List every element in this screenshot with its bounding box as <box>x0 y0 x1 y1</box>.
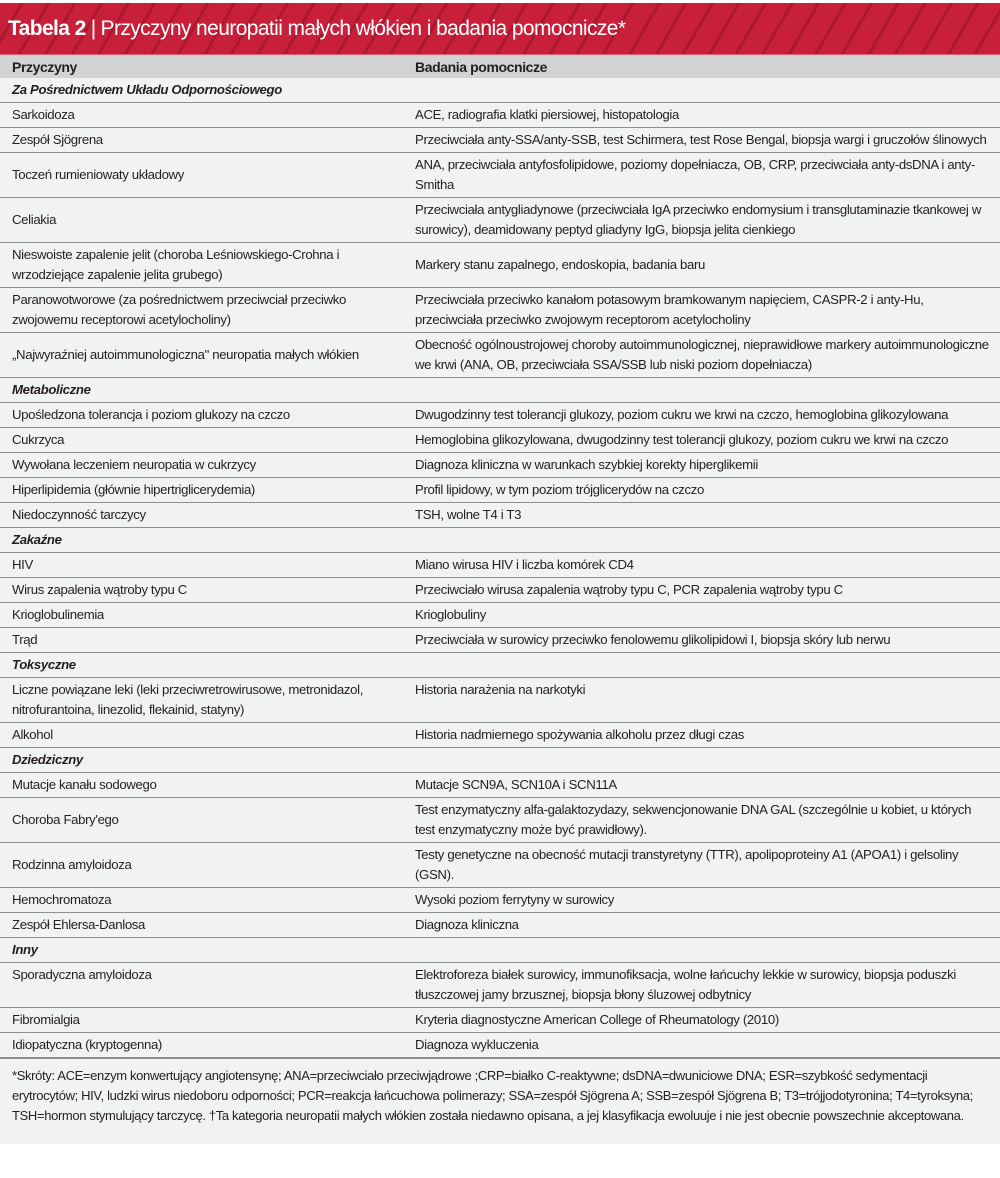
cause-cell: Toczeń rumieniowaty układowy <box>0 153 413 198</box>
tests-cell: Obecność ogólnoustrojowej choroby autoimmunologicznej, nieprawidłowe markery autoimmunologiczne we krwi (ANA, OB, przeciwciała SSA/SSB lub niski poziom dopełniacza) <box>413 333 1000 378</box>
cause-cell: Idiopatyczna (kryptogenna) <box>0 1033 413 1058</box>
category-row <box>0 378 1000 403</box>
cause-cell: Niedoczynność tarczycy <box>0 503 413 528</box>
cause-cell: Alkohol <box>0 723 413 748</box>
category-row <box>0 748 1000 773</box>
table-row <box>0 628 1000 653</box>
table-row <box>0 128 1000 153</box>
cause-cell: Rodzinna amyloidoza <box>0 843 413 888</box>
category-label: Za Pośrednictwem Układu Odpornościowego <box>0 78 1000 103</box>
cause-cell: Celiakia <box>0 198 413 243</box>
tests-cell: Przeciwciała antygliadynowe (przeciwciała IgA przeciwko endomysium i transglutaminazie tkankowej w surowicy), deamidowany peptyd gliadyny IgG, biopsja jelita cienkiego <box>413 198 1000 243</box>
column-header-causes: Przyczyny <box>0 55 413 78</box>
cause-cell: HIV <box>0 553 413 578</box>
table-row <box>0 403 1000 428</box>
tests-cell: Mutacje SCN9A, SCN10A i SCN11A <box>413 773 1000 798</box>
table-row <box>0 553 1000 578</box>
category-label: Metaboliczne <box>0 378 1000 403</box>
table-row <box>0 288 1000 333</box>
tests-cell: Test enzymatyczny alfa-galaktozydazy, sekwencjonowanie DNA GAL (szczególnie u kobiet, u których test enzymatyczny może być prawidłowy). <box>413 798 1000 843</box>
cause-cell: Paranowotworowe (za pośrednictwem przeciwciał przeciwko zwojowemu receptorowi acetylocholiny) <box>0 288 413 333</box>
tests-cell: Testy genetyczne na obecność mutacji transtyretyny (TTR), apolipoproteiny A1 (APOA1) i gelsoliny (GSN). <box>413 843 1000 888</box>
tests-cell: Miano wirusa HIV i liczba komórek CD4 <box>413 553 1000 578</box>
tests-cell: Historia narażenia na narkotyki <box>413 678 1000 723</box>
table-row <box>0 243 1000 288</box>
table-row <box>0 578 1000 603</box>
cause-cell: Sarkoidoza <box>0 103 413 128</box>
cause-cell: Nieswoiste zapalenie jelit (choroba Leśniowskiego-Crohna i wrzodziejące zapalenie jelita grubego) <box>0 243 413 288</box>
tests-cell: Przeciwciała w surowicy przeciwko fenolowemu glikolipidowi I, biopsja skóry lub nerwu <box>413 628 1000 653</box>
cause-cell: Zespół Ehlersa-Danlosa <box>0 913 413 938</box>
table-row <box>0 913 1000 938</box>
cause-cell: Wywołana leczeniem neuropatia w cukrzycy <box>0 453 413 478</box>
table-row <box>0 453 1000 478</box>
cause-cell: Fibromialgia <box>0 1008 413 1033</box>
table-row <box>0 678 1000 723</box>
tests-cell: Krioglobuliny <box>413 603 1000 628</box>
table-row <box>0 798 1000 843</box>
cause-cell: „Najwyraźniej autoimmunologiczna" neuropatia małych włókien <box>0 333 413 378</box>
table-row <box>0 428 1000 453</box>
cause-cell: Choroba Fabry'ego <box>0 798 413 843</box>
header-row <box>0 55 1000 78</box>
tests-cell: Diagnoza kliniczna <box>413 913 1000 938</box>
cause-cell: Hemochromatoza <box>0 888 413 913</box>
tests-cell: ANA, przeciwciała antyfosfolipidowe, poziomy dopełniacza, OB, CRP, przeciwciała anty-dsDNA i anty-Smitha <box>413 153 1000 198</box>
table-row <box>0 198 1000 243</box>
table-row <box>0 723 1000 748</box>
table-row <box>0 773 1000 798</box>
category-row <box>0 938 1000 963</box>
table-row <box>0 503 1000 528</box>
cause-cell: Mutacje kanału sodowego <box>0 773 413 798</box>
tests-cell: Dwugodzinny test tolerancji glukozy, poziom cukru we krwi na czczo, hemoglobina glikozylowana <box>413 403 1000 428</box>
title-separator: | <box>90 16 96 40</box>
column-header-tests: Badania pomocnicze <box>413 55 1000 78</box>
category-label: Zakaźne <box>0 528 1000 553</box>
tests-cell: Profil lipidowy, w tym poziom trójglicerydów na czczo <box>413 478 1000 503</box>
table-row <box>0 843 1000 888</box>
category-row <box>0 653 1000 678</box>
table-figure <box>0 3 1000 1144</box>
tests-cell: Kryteria diagnostyczne American College of Rheumatology (2010) <box>413 1008 1000 1033</box>
cause-cell: Wirus zapalenia wątroby typu C <box>0 578 413 603</box>
cause-cell: Zespół Sjögrena <box>0 128 413 153</box>
table-row <box>0 478 1000 503</box>
tests-cell: Diagnoza kliniczna w warunkach szybkiej korekty hiperglikemii <box>413 453 1000 478</box>
table-row <box>0 888 1000 913</box>
table-row <box>0 153 1000 198</box>
table-row <box>0 1033 1000 1058</box>
footnote: *Skróty: ACE=enzym konwertujący angiotensynę; ANA=przeciwciało przeciwjądrowe ;CRP=białko C-reaktywne; dsDNA=dwuniciowe DNA; ESR=szybkość sedymentacji erytrocytów; HIV, ludzki wirus niedoboru odporności; PCR=reakcja łańcuchowa polimerazy; SSA=zespół Sjögrena A; SSB=zespół Sjögrena B; T3=trójjodotyronina; T4=tyroksyna; TSH=hormon stymulujący tarczycę. †Ta kategoria neuropatii małych włókien została niedawno opisana, a jej klasyfikacja ewoluuje i nie jest obecnie powszechnie akceptowana. <box>0 1058 1000 1144</box>
tests-cell: Przeciwciała anty-SSA/anty-SSB, test Schirmera, test Rose Bengal, biopsja wargi i gruczołów ślinowych <box>413 128 1000 153</box>
tests-cell: Markery stanu zapalnego, endoskopia, badania baru <box>413 243 1000 288</box>
category-label: Toksyczne <box>0 653 1000 678</box>
table-title <box>8 17 625 41</box>
tests-cell: Diagnoza wykluczenia <box>413 1033 1000 1058</box>
tests-cell: Hemoglobina glikozylowana, dwugodzinny test tolerancji glukozy, poziom cukru we krwi na czczo <box>413 428 1000 453</box>
tests-cell: Historia nadmiernego spożywania alkoholu przez długi czas <box>413 723 1000 748</box>
cause-cell: Liczne powiązane leki (leki przeciwretrowirusowe, metronidazol, nitrofurantoina, linezolid, flekainid, statyny) <box>0 678 413 723</box>
tests-cell: Elektroforeza białek surowicy, immunofiksacja, wolne łańcuchy lekkie w surowicy, biopsja poduszki tłuszczowej jamy brzusznej, biopsja błony śluzowej odbytnicy <box>413 963 1000 1008</box>
category-row <box>0 78 1000 103</box>
cause-cell: Sporadyczna amyloidoza <box>0 963 413 1008</box>
cause-cell: Krioglobulinemia <box>0 603 413 628</box>
tests-cell: TSH, wolne T4 i T3 <box>413 503 1000 528</box>
table-row <box>0 1008 1000 1033</box>
cause-cell: Cukrzyca <box>0 428 413 453</box>
category-label: Dziedziczny <box>0 748 1000 773</box>
tests-cell: Wysoki poziom ferrytyny w surowicy <box>413 888 1000 913</box>
table-row <box>0 963 1000 1008</box>
category-label: Inny <box>0 938 1000 963</box>
table-body <box>0 78 1000 1058</box>
tests-cell: ACE, radiografia klatki piersiowej, histopatologia <box>413 103 1000 128</box>
table-row <box>0 603 1000 628</box>
table-caption: Przyczyny neuropatii małych włókien i badania pomocnicze* <box>100 16 626 40</box>
table-title-bar <box>0 3 1000 55</box>
cause-cell: Trąd <box>0 628 413 653</box>
cause-cell: Hiperlipidemia (głównie hipertriglicerydemia) <box>0 478 413 503</box>
category-row <box>0 528 1000 553</box>
table-row <box>0 333 1000 378</box>
table-row <box>0 103 1000 128</box>
table-number: Tabela 2 <box>8 16 86 40</box>
causes-table <box>0 55 1000 1058</box>
cause-cell: Upośledzona tolerancja i poziom glukozy na czczo <box>0 403 413 428</box>
tests-cell: Przeciwciało wirusa zapalenia wątroby typu C, PCR zapalenia wątroby typu C <box>413 578 1000 603</box>
tests-cell: Przeciwciała przeciwko kanałom potasowym bramkowanym napięciem, CASPR-2 i anty-Hu, przeciwciała przeciwko zwojowym receptorom acetylocholiny <box>413 288 1000 333</box>
